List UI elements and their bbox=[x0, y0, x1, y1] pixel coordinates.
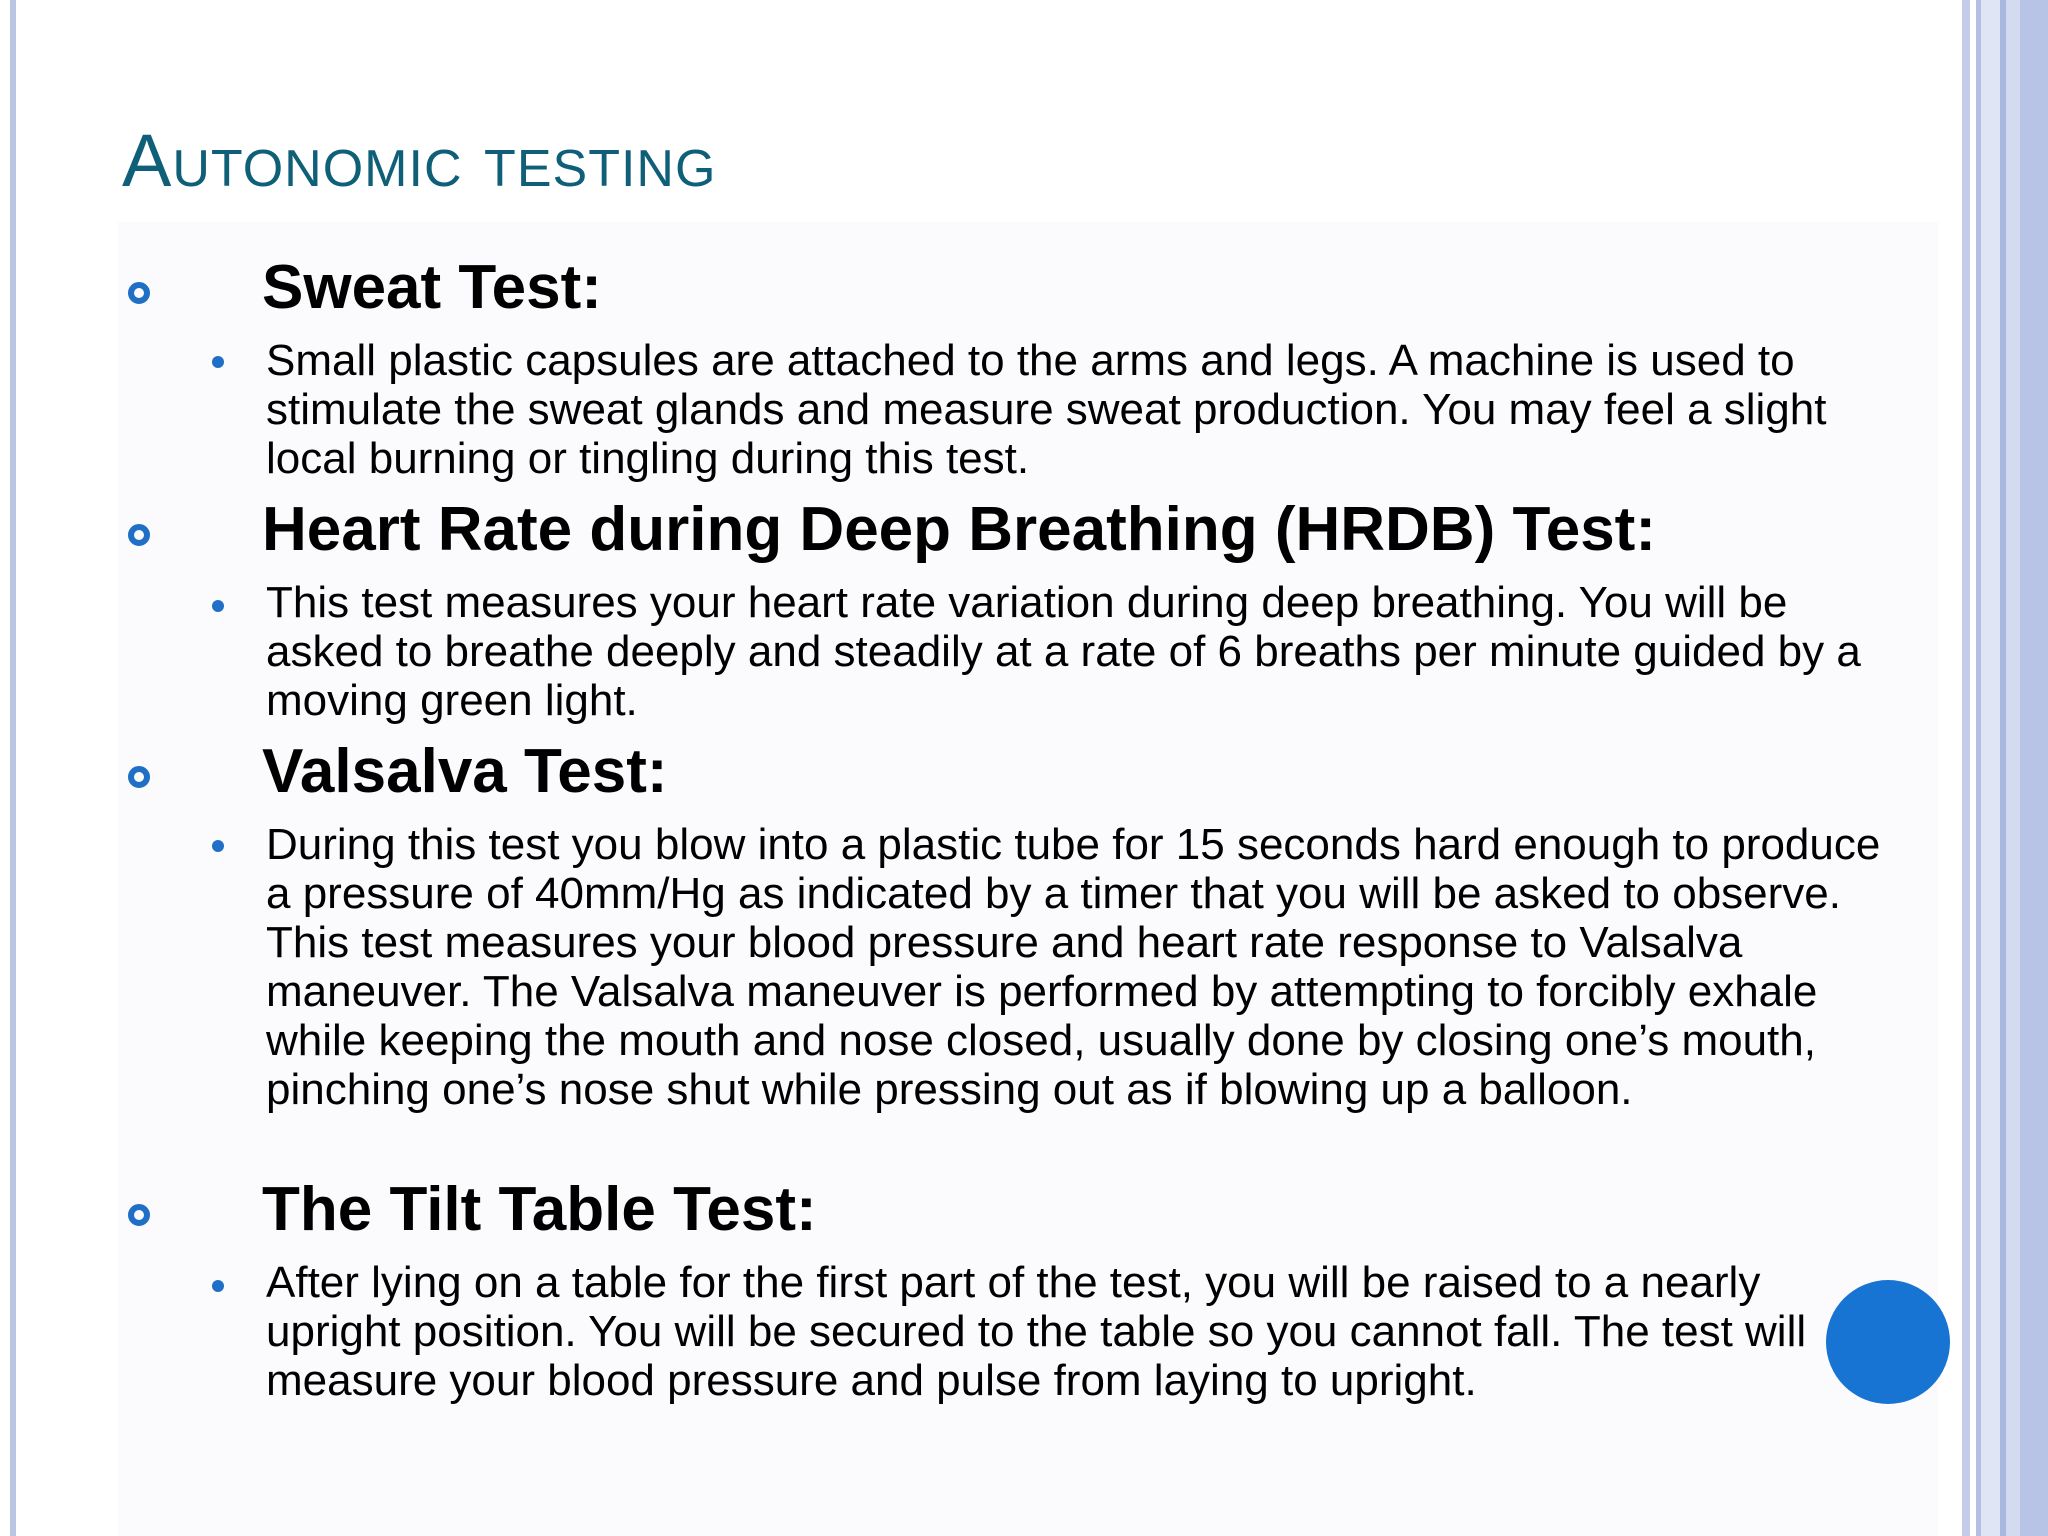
dot-bullet-icon bbox=[212, 356, 224, 368]
blue-circle bbox=[1826, 1280, 1950, 1404]
section-body: During this test you blow into a plastic tube for 15 seconds hard enough to produce a pressure of 40mm/Hg as indicated by a timer that you will be asked to observe. This test measures your blood pressure and heart rate response to Valsalva maneuver. The Valsalva maneuver is performed by attempting to forcibly exhale while keeping the mouth and nose closed, usually done by closing one’s mouth, pinching one’s nose shut while pressing out as if blowing up a balloon. bbox=[266, 820, 1881, 1114]
ring-bullet-icon bbox=[128, 524, 150, 546]
slide-title: Autonomic testing bbox=[122, 119, 717, 202]
right-stripe bbox=[1981, 0, 2000, 1536]
ring-bullet-icon bbox=[128, 1204, 150, 1226]
right-stripe bbox=[2020, 0, 2048, 1536]
dot-bullet-icon bbox=[212, 1280, 224, 1292]
left-border bbox=[10, 0, 16, 1536]
ring-bullet-icon bbox=[128, 282, 150, 304]
right-stripe bbox=[1962, 0, 1970, 1536]
section-heading: Valsalva Test: bbox=[262, 737, 668, 806]
dot-bullet-icon bbox=[212, 600, 224, 612]
section-heading: Heart Rate during Deep Breathing (HRDB) Test: bbox=[262, 495, 1656, 564]
ring-bullet-icon bbox=[128, 766, 150, 788]
dot-bullet-icon bbox=[212, 840, 224, 852]
section-body: After lying on a table for the first part of the test, you will be raised to a nearly upright position. You will be secured to the table so you cannot fall. The test will measure your blood pressure and pulse from laying to upright. bbox=[266, 1258, 1807, 1405]
section-body: This test measures your heart rate variation during deep breathing. You will be asked to breathe deeply and steadily at a rate of 6 breaths per minute guided by a moving green light. bbox=[266, 578, 1861, 725]
right-stripe bbox=[2006, 0, 2020, 1536]
section-heading: The Tilt Table Test: bbox=[262, 1175, 817, 1244]
section-heading: Sweat Test: bbox=[262, 253, 602, 322]
section-body: Small plastic capsules are attached to the arms and legs. A machine is used to stimulate the sweat glands and measure sweat production. You may feel a slight local burning or tingling during this test. bbox=[266, 336, 1827, 483]
